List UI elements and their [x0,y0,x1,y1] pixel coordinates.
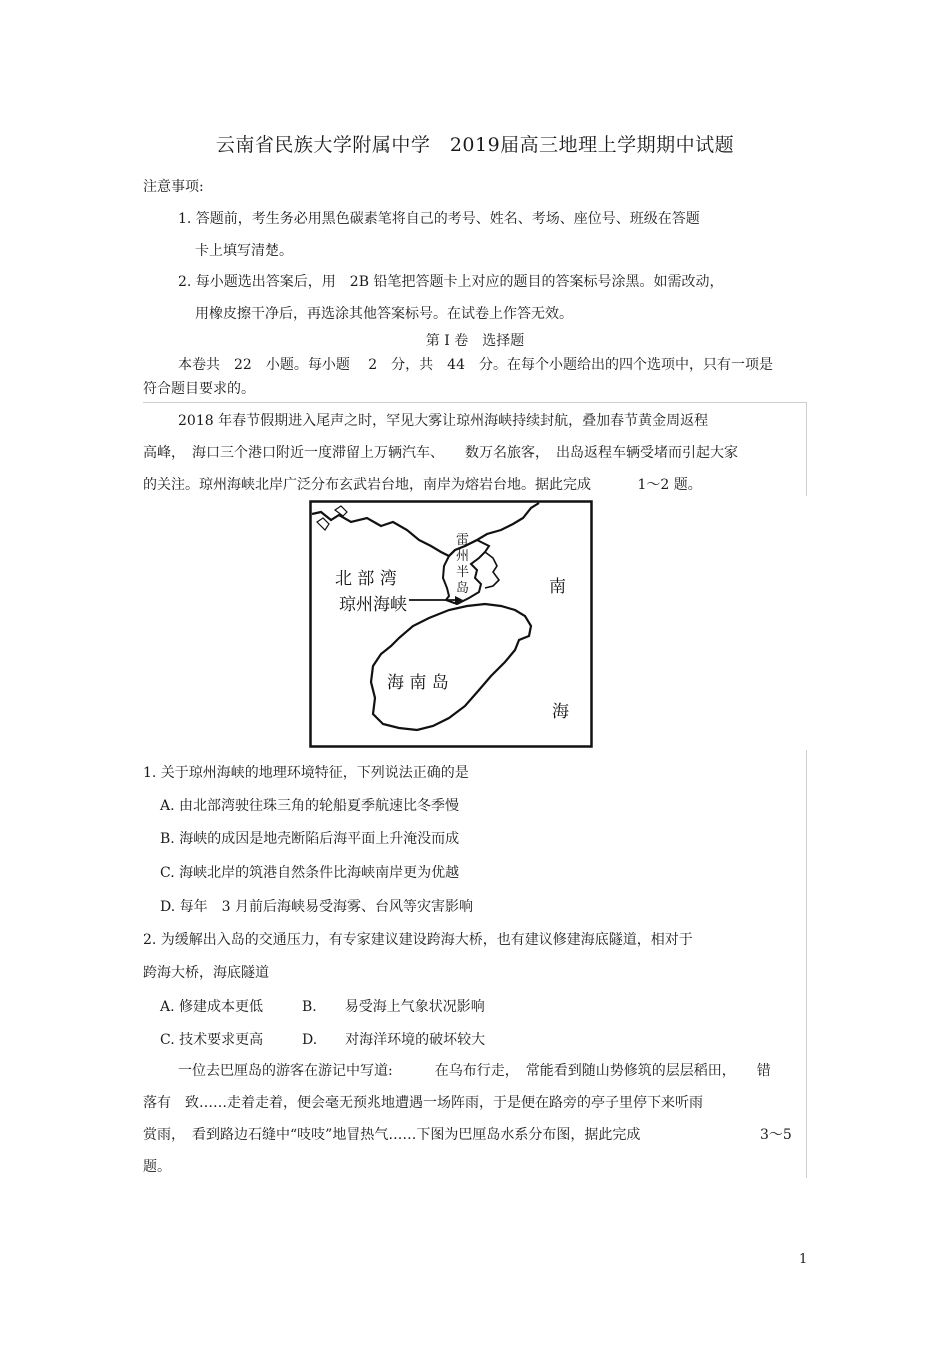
label-leizhou-4: 岛 [456,581,470,596]
passage-1-line-3: 的关注。琼州海峡北岸广泛分布玄武岩台地，南岸为熔岩台地。据此完成 1～2 题。 [143,477,702,493]
label-leizhou-3: 半 [456,565,470,580]
frame-rule-right-1 [806,402,807,496]
section-intro-line-1: 本卷共 22 小题。每小题 2 分，共 44 分。在每个小题给出的四个选项中，只有一项是 [178,357,773,373]
q1-option-c: C. 海峡北岸的筑港自然条件比海峡南岸更为优越 [160,865,460,881]
label-south: 南 [549,577,566,597]
qiongzhou-strait-map [309,500,593,748]
notice-heading: 注意事项: [143,179,204,195]
label-hainan-island: 海 南 岛 [387,673,449,693]
section-intro-line-2: 符合题目要求的。 [143,381,255,397]
q1-option-a: A. 由北部湾驶往珠三角的轮船夏季航速比冬季慢 [160,798,460,814]
map-frame [311,502,592,747]
q2-stem-line-1: 2. 为缓解出入岛的交通压力，有专家建议建设跨海大桥，也有建议修建海底隧道，相对于 [143,932,693,948]
q2-option-c: C. 技术要求更高 [160,1032,264,1048]
section-title: 第 Ⅰ 卷 选择题 [425,333,525,349]
label-leizhou-1: 雷 [456,533,470,548]
passage-2-line-3-range: 3～5 [760,1127,792,1143]
frame-rule-right-2 [806,750,807,1178]
exam-title: 云南省民族大学附属中学 2019届高三地理上学期期中试题 [215,134,735,156]
notice-item-2-line-2: 用橡皮擦干净后，再选涂其他答案标号。在试卷上作答无效。 [195,306,573,322]
label-leizhou-2: 州 [456,549,470,564]
passage-1-line-2: 高峰， 海口三个港口附近一度滞留上万辆汽车、 数万名旅客， 出岛返程车辆受堵而引起大家 [143,445,738,461]
notice-item-1-line-1: 1. 答题前，考生务必用黑色碳素笔将自己的考号、姓名、考场、座位号、班级在答题 [178,211,700,227]
q2-option-a: A. 修建成本更低 [160,999,264,1015]
page-number: 1 [799,1252,808,1267]
label-qiongzhou-strait: 琼州海峡 [339,595,407,615]
frame-rule-top [143,402,807,403]
q1-option-b: B. 海峡的成因是地壳断陷后海平面上升淹没而成 [160,831,460,847]
label-beibu-bay: 北 部 湾 [335,569,397,589]
passage-2-line-4: 题。 [143,1159,171,1175]
q2-option-d: D. 对海洋环境的破坏较大 [302,1032,486,1048]
passage-1-line-1: 2018 年春节假期进入尾声之时，罕见大雾让琼州海峡持续封航，叠加春节黄金周返程 [178,413,709,429]
label-sea: 海 [552,702,569,722]
passage-2-line-2: 落有 致……走着走着，便会毫无预兆地遭遇一场阵雨，于是便在路旁的亭子里停下来听雨 [143,1095,703,1111]
notice-item-1-line-2: 卡上填写清楚。 [195,243,293,259]
passage-2-line-1: 一位去巴厘岛的游客在游记中写道: 在乌布行走， 常能看到随山势修筑的层层稻田， 错 [178,1063,771,1079]
notice-item-2-line-1: 2. 每小题选出答案后，用 2B 铅笔把答题卡上对应的题目的答案标号涂黑。如需改动， [178,274,724,290]
q2-option-b: B. 易受海上气象状况影响 [302,999,485,1015]
q1-stem: 1. 关于琼州海峡的地理环境特征，下列说法正确的是 [143,765,469,781]
passage-2-line-3: 赏雨， 看到路边石缝中“吱吱”地冒热气……下图为巴厘岛水系分布图，据此完成 [143,1127,641,1143]
q1-option-d: D. 每年 3 月前后海峡易受海雾、台风等灾害影响 [160,899,473,915]
q2-stem-line-2: 跨海大桥，海底隧道 [143,965,269,981]
